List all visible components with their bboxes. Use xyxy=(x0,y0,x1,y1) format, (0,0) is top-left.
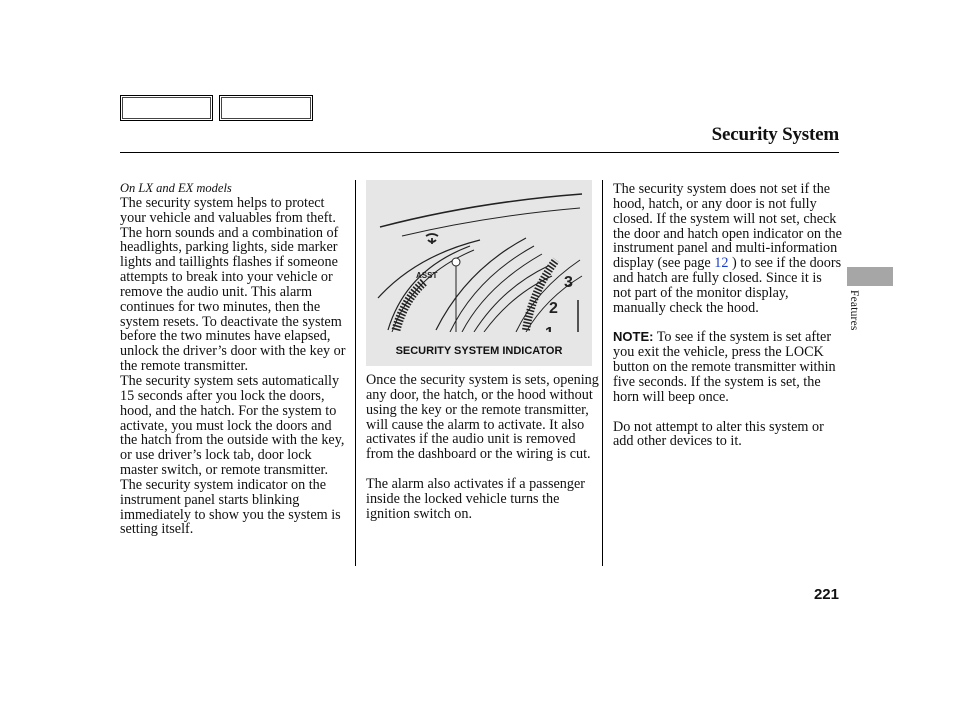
column1-paragraph-1: The security system helps to protect your vehicle and valuables from theft. The horn sounds and a combination of headlights, parking lights, side marker lights and taillights flashes if someone attempts to break into your vehicle or remove the audio unit. This alarm continues for two minutes, then the system resets. To deactivate the system before the two minutes have elapsed, unlock the driver’s door with the key or the remote transmitter. xyxy=(120,194,346,375)
nav-box-previous[interactable] xyxy=(120,95,213,121)
paragraph-text: The security system does not set if the hood, hatch, or any door is not fully closed. If the system will not set, check the door and hatch open indicator on the instrument panel and multi-information display (see page xyxy=(613,181,842,272)
column-1 xyxy=(120,181,352,537)
nav-box-next[interactable] xyxy=(219,95,313,121)
note-label: NOTE: xyxy=(613,329,654,345)
model-note: On LX and EX models xyxy=(120,181,232,195)
title-rule xyxy=(120,152,839,153)
gauge-number-3: 3 xyxy=(564,274,573,291)
column2-paragraph-1: Once the security system is sets, opening any door, the hatch, or the hood without using the key or the remote transmitter, will cause the alarm to activate. It also activates if the audio unit is removed from the dashboard or the wiring is cut. xyxy=(366,372,599,463)
security-indicator-light xyxy=(452,258,460,266)
column-2 xyxy=(366,373,600,521)
section-label: Features xyxy=(848,290,860,331)
column2-paragraph-2: The alarm also activates if a passenger inside the locked vehicle turns the ignition switch on. xyxy=(366,475,586,522)
page-reference-link[interactable]: 12 xyxy=(714,255,729,272)
paragraph-text: ) to see if the doors and hatch are fully closed. Since it is not part of the monitor display, manually check the hood. xyxy=(613,255,842,316)
gauge-number-2: 2 xyxy=(549,300,558,317)
section-tab xyxy=(847,267,893,286)
note-text: To see if the system is set after you exit the vehicle, press the LOCK button on the remote transmitter within five seconds. If the system is set, the horn will beep once. xyxy=(613,329,836,405)
asst-label: ASST xyxy=(416,271,438,280)
figure-caption: SECURITY SYSTEM INDICATOR xyxy=(395,345,563,357)
column-divider-1 xyxy=(355,180,356,566)
note-paragraph xyxy=(613,330,842,404)
instrument-panel-figure xyxy=(366,180,592,366)
security-system-icon xyxy=(426,234,438,244)
column-divider-2 xyxy=(602,180,603,566)
page-number: 221 xyxy=(813,586,839,603)
column1-paragraph-2: The security system sets automatically 15 seconds after you lock the doors, hood, and the hatch. For the system to activate, you must lock the doors and the hatch from the outside with the key, or use driver’s lock tab, door lock master switch, or remote transmitter. The security system indicator on the instrument panel starts blinking immediately to show you the system is setting itself. xyxy=(120,372,345,538)
column-3 xyxy=(613,182,842,449)
column3-paragraph-1 xyxy=(613,182,842,316)
column3-paragraph-3: Do not attempt to alter this system or add other devices to it. xyxy=(613,418,824,450)
instrument-cluster-illustration xyxy=(366,180,592,366)
page-title: Security System xyxy=(711,124,839,145)
